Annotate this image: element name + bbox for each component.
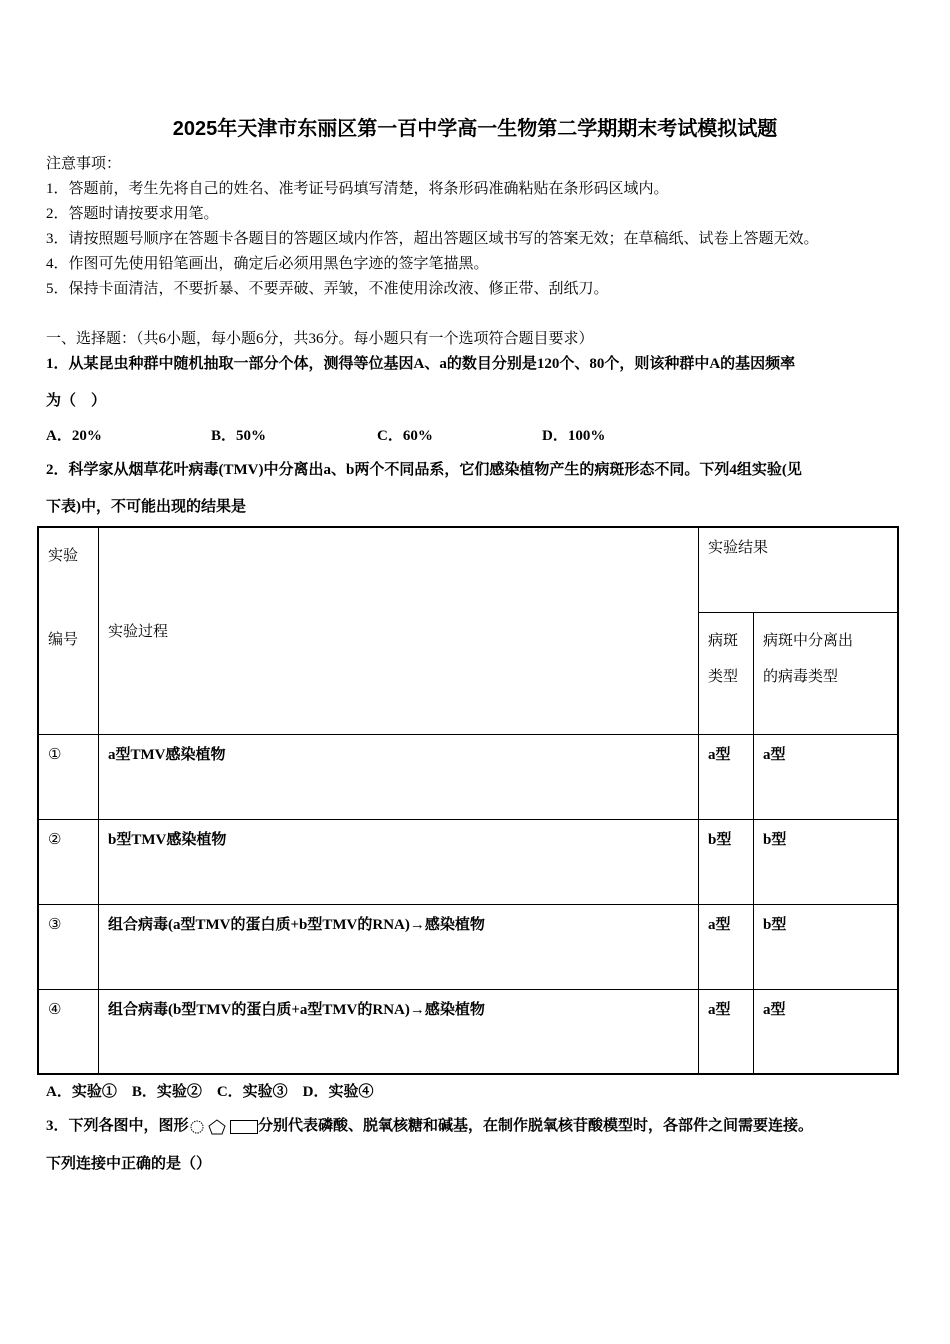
row-lesion-type: a型 <box>708 916 731 933</box>
header-number <box>38 527 99 734</box>
question-3-text-cont: 下列连接中正确的是（） <box>46 1156 212 1172</box>
header-process-label: 实验过程 <box>108 624 169 640</box>
header-virus-type-1: 病斑中分离出 <box>763 632 854 649</box>
header-result-label: 实验结果 <box>708 540 769 556</box>
q2-options[interactable]: A．实验① B．实验② C．实验③ D．实验④ <box>46 1084 374 1100</box>
page-title: 2025年天津市东丽区第一百中学高一生物第二学期期末考试模拟试题 <box>172 118 778 140</box>
experiment-table <box>37 526 899 1075</box>
notice-item: 3．请按照题号顺序在答题卡各题目的答题区域内作答，超出答题区域书写的答案无效；在草稿纸、试卷上答题无效。 <box>46 231 819 247</box>
question-3-text-a: 3．下列各图中，图形 <box>46 1118 189 1134</box>
table-row <box>38 904 898 989</box>
row-number: ③ <box>48 916 62 933</box>
notice-item: 2．答题时请按要求用笔。 <box>46 206 219 222</box>
row-number: ④ <box>48 1001 62 1018</box>
table-row <box>38 989 898 1074</box>
header-virus-type-2: 的病毒类型 <box>763 668 839 685</box>
q1-option-b[interactable]: B．50% <box>211 428 267 444</box>
header-lesion-type-2: 类型 <box>708 668 739 685</box>
header-lesion-type <box>699 612 754 734</box>
row-virus-type: a型 <box>763 1001 786 1018</box>
header-process <box>99 527 699 734</box>
row-process: b型TMV感染植物 <box>108 831 227 848</box>
q1-option-c[interactable]: C．60% <box>377 428 433 444</box>
question-2-text-cont: 下表)中，不可能出现的结果是 <box>46 499 246 515</box>
notice-item: 1．答题前，考生先将自己的姓名、准考证号码填写清楚，将条形码准确粘贴在条形码区域内。 <box>46 181 669 197</box>
question-2-text: 2．科学家从烟草花叶病毒(TMV)中分离出a、b两个不同品系，它们感染植物产生的病斑形态不同。下列4组实验(见 <box>46 462 802 478</box>
row-number: ② <box>48 831 62 848</box>
question-1-text: 1．从某昆虫种群中随机抽取一部分个体，测得等位基因A、a的数目分别是120个、80个，则该种群中A的基因频率 <box>46 356 796 372</box>
question-3-text <box>46 1114 813 1135</box>
q1-option-d[interactable]: D．100% <box>542 428 606 444</box>
notice-item: 5．保持卡面清洁，不要折暴、不要弄破、弄皱，不准使用涂改液、修正带、刮纸刀。 <box>46 281 609 297</box>
notice-heading: 注意事项： <box>46 156 122 172</box>
base-rectangle-icon <box>230 1120 258 1134</box>
row-virus-type: a型 <box>763 746 786 763</box>
row-virus-type: b型 <box>763 831 787 848</box>
section-heading: 一、选择题：（共6小题，每小题6分，共36分。每小题只有一个选项符合题目要求） <box>46 331 594 347</box>
notice-item: 4．作图可先使用铅笔画出，确定后必须用黑色字迹的签字笔描黑。 <box>46 256 489 272</box>
row-process: 组合病毒(b型TMV的蛋白质+a型TMV的RNA)→感染植物 <box>108 1001 485 1018</box>
question-1-text-cont: 为（ ） <box>46 393 107 409</box>
table-row <box>38 734 898 819</box>
row-lesion-type: b型 <box>708 831 732 848</box>
row-process: 组合病毒(a型TMV的蛋白质+b型TMV的RNA)→感染植物 <box>108 916 485 933</box>
row-lesion-type: a型 <box>708 1001 731 1018</box>
q1-option-a[interactable]: A．20% <box>46 428 102 444</box>
table-row <box>38 819 898 904</box>
row-process: a型TMV感染植物 <box>108 746 226 763</box>
header-result <box>699 527 899 612</box>
phosphate-circle-icon <box>189 1119 205 1135</box>
header-virus-type <box>754 612 899 734</box>
row-virus-type: b型 <box>763 916 787 933</box>
question-3-text-b: 分别代表磷酸、脱氧核糖和碱基，在制作脱氧核苷酸模型时，各部件之间需要连接。 <box>258 1118 814 1134</box>
deoxyribose-pentagon-icon <box>208 1119 226 1135</box>
header-lesion-type-1: 病斑 <box>708 632 739 649</box>
header-number-2: 编号 <box>48 632 79 648</box>
header-number-1: 实验 <box>48 548 79 564</box>
row-number: ① <box>48 746 62 763</box>
row-lesion-type: a型 <box>708 746 731 763</box>
